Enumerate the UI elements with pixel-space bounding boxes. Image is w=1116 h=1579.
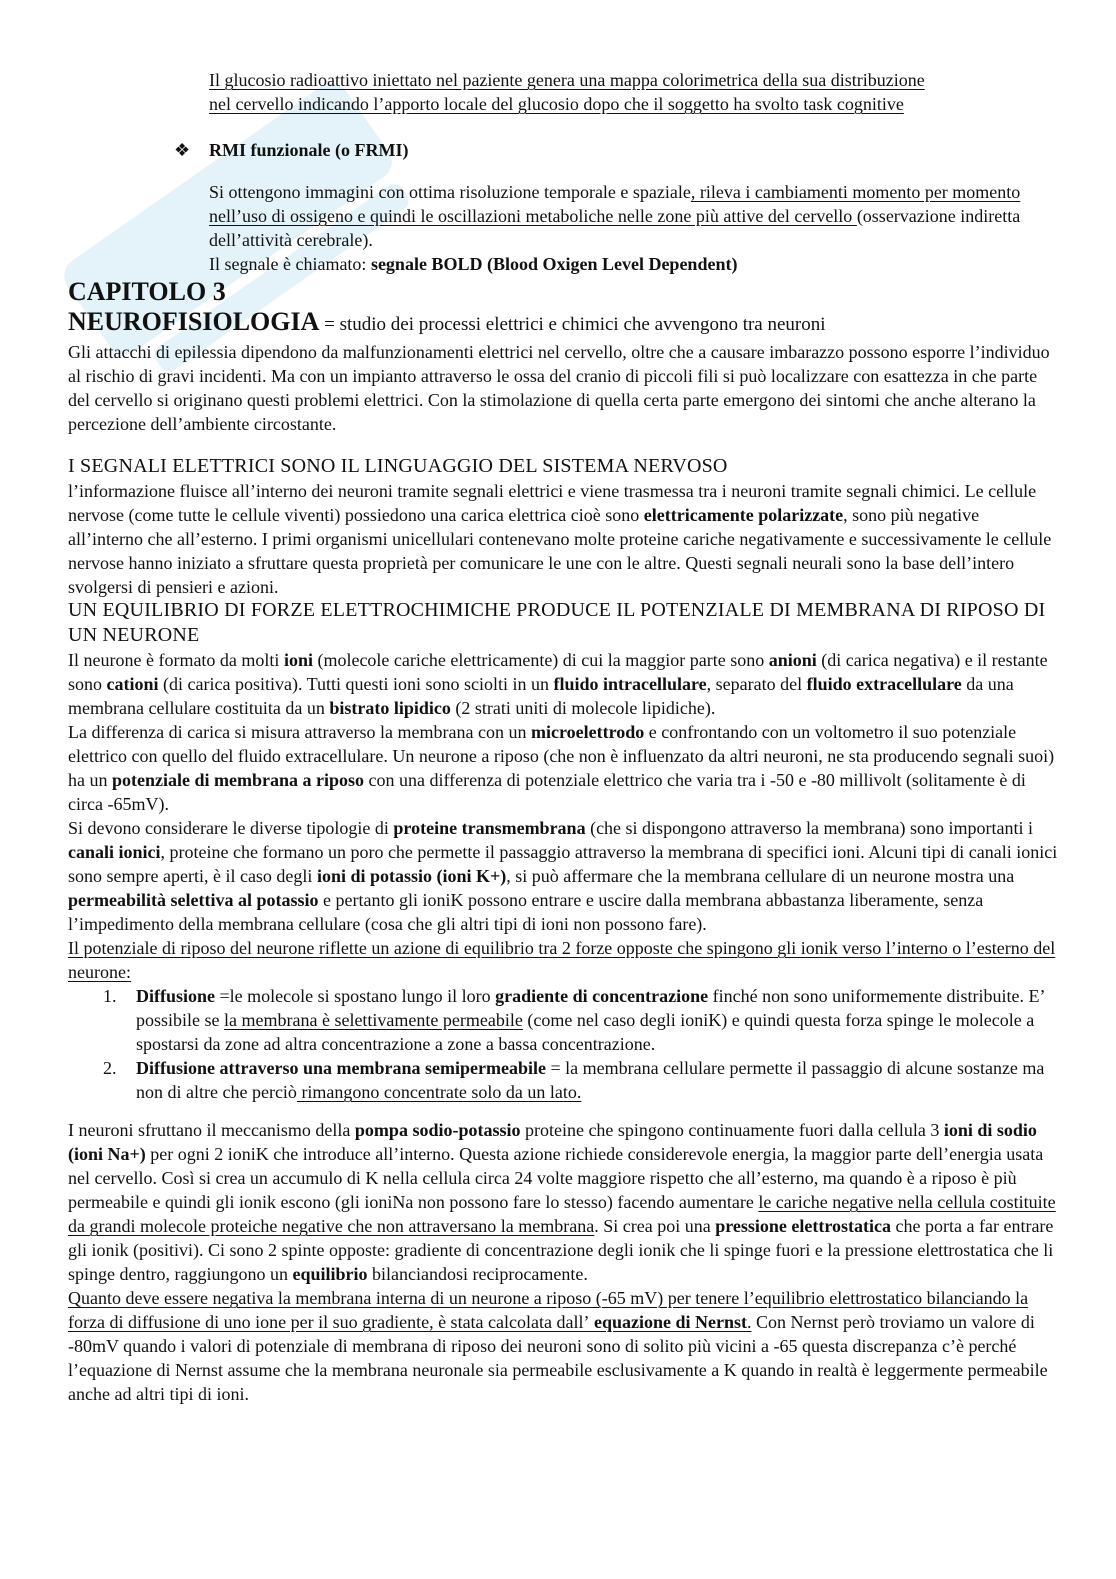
p5-r3: equilibrio: [292, 1264, 368, 1284]
list-number: 2.: [103, 1058, 117, 1078]
list-1-underlined: la membrana è selettivamente permeabile: [224, 1010, 523, 1030]
sec1-text-a: l’informazione fluisce all’interno dei neuroni tramite segnali elettrici e viene trasmessa tra i neuroni tramite segnali chimici. Le cellule nervose (come tutte le cellule viventi) possiedono una carica elettrica cioè sono: [68, 481, 1037, 525]
section-1-paragraph: [68, 479, 1058, 599]
rmi-paragraph: [209, 180, 1039, 276]
p5-t2: proteine che spingono continuamente fuori dalla cellula 3: [520, 1120, 944, 1140]
p1-t6: (di carica positiva). Tutti questi ioni sono sciolti in un: [158, 674, 554, 694]
p1-b1: ioni: [283, 650, 313, 670]
p5-b1: pompa sodio-potassio: [354, 1120, 521, 1140]
section-2-p3: [68, 816, 1058, 936]
list-1-t2: finché non sono uniformemente distribuite. E’ possibile se: [136, 986, 1045, 1030]
p1-t0: Il neurone è formato da molti: [68, 650, 284, 670]
list-1-bold: Diffusione: [136, 986, 216, 1006]
p5-t4: per ogni 2 ioniK che introduce all’interno. Questa azione richiede considerevole energia, la maggior parte dell’energia usata nel cervello. Così si crea un accumulo di K nella cellula circa 24 volte maggiore rispetto che all’esterno, ma quando è a riposo è più permeabile e quindi gli ionik escono (gli ioniNa non possono fare lo stesso) facendo aumentare: [68, 1144, 1044, 1212]
p5-r0: . Si crea poi una: [594, 1216, 716, 1236]
p1-t4: (di carica negativa) e il restante sono: [68, 650, 1048, 694]
list-1-t1: =le molecole si spostano lungo il loro: [215, 986, 496, 1006]
rmi-title: RMI funzionale (o FRMI): [209, 140, 409, 160]
rmi-p1: [209, 180, 1039, 252]
p1-b7: fluido intracellulare: [553, 674, 707, 694]
section-1: [68, 454, 1058, 599]
p3-b3: canali ionici: [68, 842, 161, 862]
diamond-bullet-icon: ❖: [174, 140, 191, 160]
p1-b11: bistrato lipidico: [329, 698, 451, 718]
p2-t0: La differenza di carica si misura attraverso la membrana con un: [68, 722, 531, 742]
list-number: 1.: [103, 986, 117, 1006]
p1-t2: (molecole cariche elettricamente) di cui la maggior parte sono: [312, 650, 769, 670]
sec1-bold: elettricamente polarizzate: [643, 505, 844, 525]
chapter-title: CAPITOLO 3: [68, 277, 226, 306]
section-2-p1: [68, 648, 1058, 720]
rmi-p2-text: Il segnale è chiamato:: [209, 254, 371, 274]
pet-description: [209, 68, 1059, 116]
p2-t4: con una differenza di potenziale elettrico che varia tra i -50 e -80 millivolt (solitamente è di circa -65mV).: [68, 770, 1026, 814]
p1-t10: da una membrana cellulare costituita da un: [68, 674, 1014, 718]
section-2-p2: [68, 720, 1058, 816]
rmi-p2: [209, 252, 1039, 276]
list-2-underlined: rimangono concentrate solo da un lato.: [296, 1082, 582, 1102]
rmi-p1-text: Si ottengono immagini con ottima risoluzione temporale e spaziale: [209, 182, 691, 202]
rmi-p1-underlined: , rileva i cambiamenti momento per momento nell’uso di ossigeno e quindi le oscillazioni metaboliche nelle zone più attive del cervello: [209, 182, 1021, 226]
list-2-t1: = la membrana cellulare permette il passaggio di alcune sostanze ma non di altre che perciò: [136, 1058, 1045, 1102]
p5-t0: I neuroni sfruttano il meccanismo della: [68, 1120, 355, 1140]
p3-b1: proteine transmembrana: [393, 818, 586, 838]
pet-line-2: nel cervello indicando l’apporto locale del glucosio dopo che il soggetto ha svolto task cognitive: [209, 94, 904, 114]
p1-t8: , separato del: [706, 674, 807, 694]
chapter-heading-main: NEUROFISIOLOGIA: [68, 307, 320, 336]
p6-rest: Con Nernst però troviamo un valore di -80mV quando i valori di potenziale di membrana di riposo dei neuroni sono di solito più vicini a -65 questa discrepanza c’è perché l’equazione di Nernst assume che la membrana neuronale sia permeabile esclusivamente a K quando in realtà è leggermente permeabile anche ad altri tipi di ioni.: [68, 1312, 1048, 1404]
p5-underlined: le cariche negative nella cellula costituite da grandi molecole proteiche negative che non attraversano la membrana: [68, 1192, 1056, 1236]
p6-underlined: Quanto deve essere negativa la membrana interna di un neurone a riposo (-65 mV) per tenere l’equilibrio elettrostatico bilanciando la forza di diffusione di uno ione per il suo gradiente, è stata calcolata dall’: [68, 1288, 1029, 1332]
p3-t2: (che si dispongono attraverso la membrana) sono importanti i: [585, 818, 1033, 838]
p6-underlined-bold: equazione di Nernst: [589, 1312, 747, 1332]
p3-t4: , proteine che formano un poro che permette il passaggio attraverso la membrana di specifici ioni. Alcuni tipi di canali ionici sono sempre aperti, è il caso degli: [68, 842, 1058, 886]
section-2-p5: [68, 1118, 1058, 1286]
p2-b3: potenziale di membrana a riposo: [112, 770, 364, 790]
section-2-p4-underlined: Il potenziale di riposo del neurone riflette un azione di equilibrio tra 2 forze opposte che spingono gli ionik verso l’interno o l’esterno del neurone:: [68, 938, 1056, 982]
section-2-p6: [68, 1286, 1058, 1406]
section-1-title: I SEGNALI ELETTRICI SONO IL LINGUAGGIO DEL SISTEMA NERVOSO: [68, 455, 728, 477]
list-2-bold: Diffusione attraverso una membrana semipermeabile: [136, 1058, 546, 1078]
p5-r4: bilanciandosi reciprocamente.: [367, 1264, 588, 1284]
bold-signal-bold: segnale BOLD (Blood Oxigen Level Dependent): [370, 254, 738, 274]
p5-r1: pressione elettrostatica: [715, 1216, 892, 1236]
p5-r2: che porta a far entrare gli ionik (positivi). Ci sono 2 spinte opposte: gradiente di concentrazione degli ionik che li spinge fuori e la pressione elettrostatica che li spinge dentro, raggiungono un: [68, 1216, 1054, 1284]
p1-t12: (2 strati uniti di molecole lipidiche).: [450, 698, 716, 718]
p3-t6: , si può affermare che la membrana cellulare di un neurone mostra una: [506, 866, 1015, 886]
section-2-title: UN EQUILIBRIO DI FORZE ELETTROCHIMICHE PRODUCE IL POTENZIALE DI MEMBRANA DI RIPOSO DI UN NEURONE: [68, 599, 1046, 646]
chapter-block: [68, 277, 1058, 436]
p2-b1: microelettrodo: [530, 722, 645, 742]
chapter-intro: Gli attacchi di epilessia dipendono da malfunzionamenti elettrici nel cervello, oltre che a causare imbarazzo possono esporre l’individuo al rischio di gravi incidenti. Ma con un impianto attraverso le ossa del cranio di piccoli fili si può localizzare con esattezza in che parte del cervello si originano questi problemi elettrici. Con la stimolazione di quella certa parte emergono dei sintomi che anche alterano la percezione dell’ambiente circostante.: [68, 342, 1050, 434]
p3-t0: Si devono considerare le diverse tipologie di: [68, 818, 394, 838]
chapter-heading: [68, 307, 1058, 340]
pet-line-1: Il glucosio radioattivo iniettato nel paziente genera una mappa colorimetrica della sua distribuzione: [209, 70, 925, 90]
p3-b7: permeabilità selettiva al potassio: [68, 890, 319, 910]
list-item: [68, 984, 1058, 1056]
spacer: [68, 1104, 1058, 1118]
p1-b5: cationi: [106, 674, 159, 694]
list-1-t3: (come nel caso degli ioniK) e quindi questa forza spinge le molecole a spostarsi da zone ad altra concentrazione a zone a bassa concentrazione.: [136, 1010, 1035, 1054]
p1-b9: fluido extracellulare: [806, 674, 962, 694]
p5-b3: ioni di sodio (ioni Na+): [68, 1120, 1037, 1164]
p6-underlined-dot: .: [746, 1312, 752, 1332]
chapter-heading-rest: = studio dei processi elettrici e chimici che avvengono tra neuroni: [319, 314, 826, 335]
p3-t8: e pertanto gli ioniK possono entrare e uscire dalla membrana abbastanza liberamente, senza l’impedimento della membrana cellulare (cosa che gli altri tipi di ioni non possono fare).: [68, 890, 984, 934]
p1-b3: anioni: [768, 650, 817, 670]
p3-b5: ioni di potassio (ioni K+): [316, 866, 507, 886]
sec1-text-c: , sono più negative all’interno che all’esterno. I primi organismi unicellulari contenevano molte proteine cariche negativamente e successivamente le cellule nervose hanno iniziato a sfruttare questa proprietà per comunicare le une con le altre. Questi segnali neurali sono la base dell’intero svolgersi di pensieri e azioni.: [68, 505, 1052, 597]
list-item: [68, 1056, 1058, 1104]
rmi-p1-tail: (osservazione indiretta dell’attività cerebrale).: [209, 206, 1021, 250]
list-1-bold2: gradiente di concentrazione: [495, 986, 709, 1006]
p2-t2: e confrontando con un voltometro il suo potenziale elettrico con quello del fluido extracellulare. Un neurone a riposo (che non è influenzato da altri neuroni, ne sta producendo segnali suoi) ha un: [68, 722, 1055, 790]
section-2: [68, 598, 1058, 1406]
